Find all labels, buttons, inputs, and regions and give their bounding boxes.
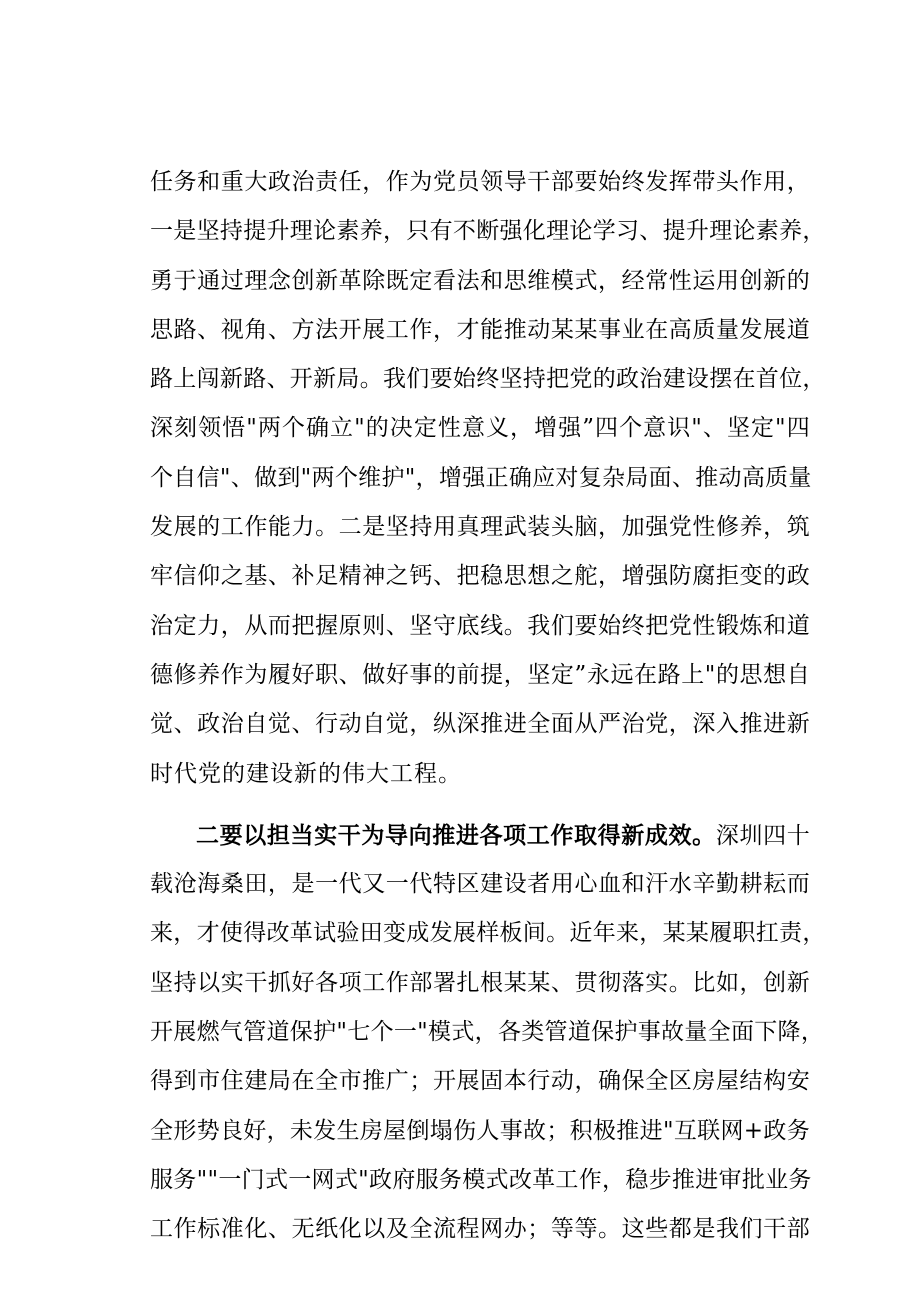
- paragraph-line: 深刻领悟"两个确立"的决定性意义，增强”四个意识"、坚定"四: [150, 415, 810, 442]
- body-text: [150, 158, 826, 1255]
- heading-continuation: 深圳四十: [715, 822, 810, 849]
- paragraph-line: 坚持以实干抓好各项工作部署扎根某某、贯彻落实。比如，创新: [150, 969, 810, 996]
- paragraph-line: 开展燃气管道保护"七个一"模式，各类管道保护事故量全面下降，: [150, 1019, 825, 1046]
- paragraph-line: 德修养作为履好职、做好事的前提，坚定”永远在路上"的思想自: [150, 661, 810, 688]
- paragraph-line: 发展的工作能力。二是坚持用真理武装头脑，加强党性修养，筑: [150, 514, 810, 541]
- paragraph-line: 时代党的建设新的伟大工程。: [150, 760, 462, 787]
- paragraph-line: 牢信仰之基、补足精神之钙、把稳思想之舵，增强防腐拒变的政: [150, 563, 810, 590]
- paragraph-first-line: [150, 811, 810, 860]
- paragraph-line: 得到市住建局在全市推广；开展固本行动，确保全区房屋结构安: [150, 1068, 810, 1095]
- paragraph-spacer: [150, 799, 810, 811]
- paragraph-line: 个自信"、做到"两个维护"，增强正确应对复杂局面、推动高质量: [150, 464, 812, 491]
- paragraph-line: 一是坚持提升理论素养，只有不断强化理论学习、提升理论素养，: [150, 218, 826, 245]
- paragraph-line: 任务和重大政治责任，作为党员领导干部要始终发挥带头作用，: [150, 169, 810, 195]
- paragraph-line: 来，才使得改革试验田变成发展样板间。近年来，某某履职扛责，: [150, 920, 826, 947]
- paragraph-line: 服务""一门式一网式"政府服务模式改革工作，稳步推进审批业务: [150, 1166, 812, 1193]
- paragraph-line: 治定力，从而把握原则、坚守底线。我们要始终把党性锻炼和道: [150, 612, 810, 639]
- section-heading: 二要以担当实干为导向推进各项工作取得新成效。: [196, 821, 716, 849]
- paragraph-line: 勇于通过理念创新革除既定看法和思维模式，经常性运用创新的: [150, 267, 810, 294]
- paragraph-line: 思路、视角、方法开展工作，才能推动某某事业在高质量发展道: [150, 316, 810, 343]
- paragraph-line: 觉、政治自觉、行动自觉，纵深推进全面从严治党，深入推进新: [150, 711, 810, 738]
- paragraph-line: 全形势良好，未发生房屋倒塌伤人事故；积极推进"互联网+政务: [150, 1117, 810, 1144]
- paragraph-line: 路上闯新路、开新局。我们要始终坚持把党的政治建设摆在首位，: [150, 366, 826, 393]
- paragraph-2: [150, 811, 826, 1255]
- paragraph-line: 工作标准化、无纸化以及全流程网办；等等。这些都是我们干部: [150, 1216, 810, 1243]
- paragraph-1: [150, 158, 826, 799]
- paragraph-line: 载沧海桑田，是一代又一代特区建设者用心血和汗水辛勤耕耘而: [150, 871, 810, 898]
